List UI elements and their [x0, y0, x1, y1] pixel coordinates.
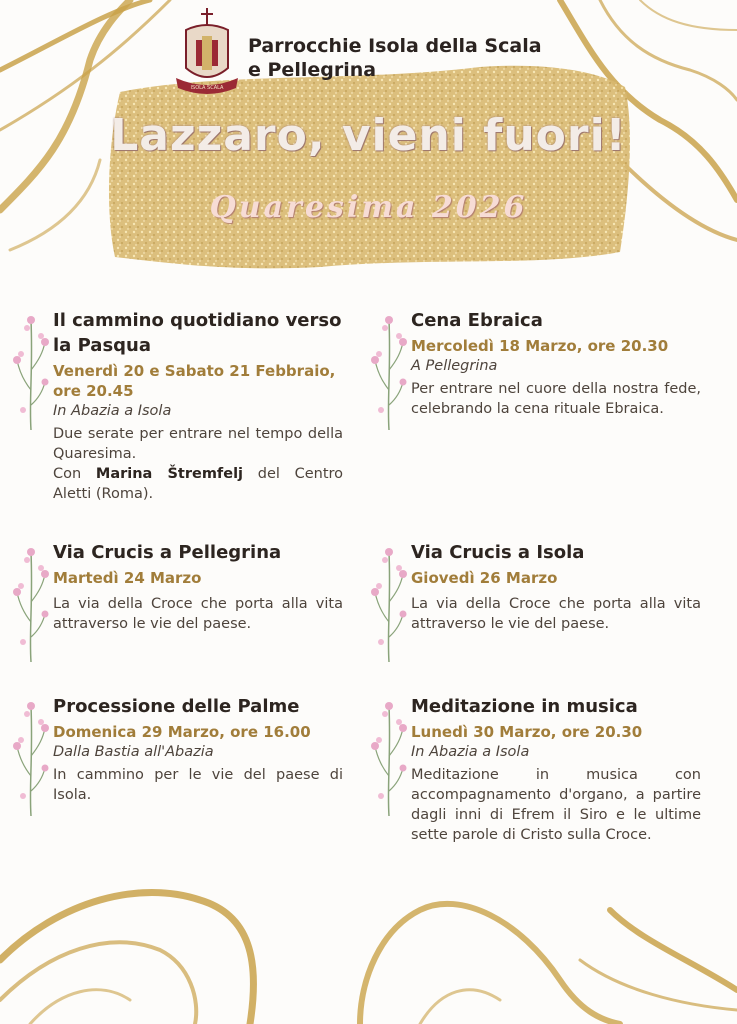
event-title: Il cammino quotidiano verso la Pasqua: [53, 310, 342, 356]
flower-icon: [371, 696, 407, 816]
event-meditazione-musica: [411, 694, 701, 845]
event-date: Venerdì 20 e Sabato 21 Febbraio, ore 20.45: [53, 362, 336, 400]
event-description: Meditazione in musica con accompagnamento d'organo, a partire dagli inni di Efrem il Siro e le ultime sette parole di Cristo sulla Croce.: [411, 767, 701, 843]
event-description: La via della Croce che porta alla vita attraverso le vie del paese.: [53, 596, 343, 632]
crest-ribbon-text: ISOLA SCALA: [190, 85, 224, 91]
event-cammino-quotidiano: [53, 308, 343, 504]
event-via-crucis-isola: [411, 540, 701, 634]
event-description: La via della Croce che porta alla vita attraverso le vie del paese.: [411, 596, 701, 632]
parish-name-line2: e Pellegrina: [248, 59, 377, 81]
event-date: Martedì 24 Marzo: [53, 569, 202, 587]
parish-crest-icon: [176, 8, 238, 103]
event-date: Mercoledì 18 Marzo, ore 20.30: [411, 337, 669, 355]
event-processione-palme: [53, 694, 343, 805]
event-description: In cammino per le vie del paese di Isola.: [53, 767, 343, 803]
event-description: Due serate per entrare nel tempo della Quaresima. Con Marina Štremfelj del Centro Aletti (Roma).: [53, 426, 344, 502]
event-cena-ebraica: [411, 308, 701, 419]
event-title: Cena Ebraica: [411, 310, 543, 331]
event-title: Via Crucis a Pellegrina: [53, 542, 282, 563]
event-title: Via Crucis a Isola: [411, 542, 585, 563]
event-via-crucis-pellegrina: [53, 540, 343, 634]
flower-icon: [13, 542, 49, 662]
event-title: Processione delle Palme: [53, 696, 300, 717]
flower-icon: [13, 696, 49, 816]
event-date: Giovedì 26 Marzo: [411, 569, 558, 587]
event-place: Dalla Bastia all'Abazia: [53, 744, 214, 760]
page-subtitle: Quaresima 2026: [209, 190, 528, 225]
parish-name-line1: Parrocchie Isola della Scala: [248, 35, 542, 57]
flower-icon: [371, 542, 407, 662]
header: [176, 8, 596, 103]
event-place: A Pellegrina: [411, 358, 498, 374]
flower-icon: [371, 310, 407, 430]
event-date: Domenica 29 Marzo, ore 16.00: [53, 723, 311, 741]
event-description: Per entrare nel cuore della nostra fede, celebrando la cena rituale Ebraica.: [411, 381, 701, 417]
parish-name: [248, 34, 542, 82]
event-place: In Abazia a Isola: [53, 403, 172, 419]
flower-icon: [13, 310, 49, 430]
event-title: Meditazione in musica: [411, 696, 638, 717]
event-place: In Abazia a Isola: [411, 744, 530, 760]
event-date: Lunedì 30 Marzo, ore 20.30: [411, 723, 643, 741]
speaker-name: Marina Štremfelj: [95, 466, 244, 482]
page-title: Lazzaro, vieni fuori!: [110, 110, 627, 161]
